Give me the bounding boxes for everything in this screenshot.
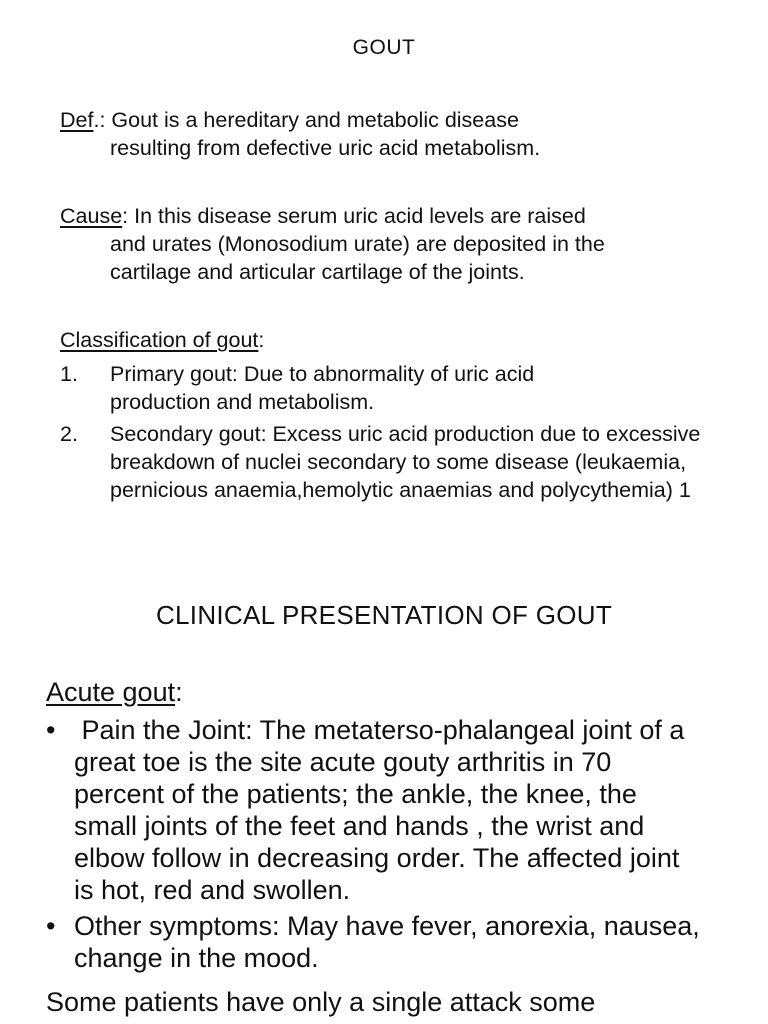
acute-gout-label: Acute gout [46,677,176,707]
classification-item-number: 2. [60,422,78,446]
classification-item-text: Primary gout: Due to abnormality of uric acid production and metabolism. [110,362,535,414]
classification-list [60,360,740,508]
cause-text: In this disease serum uric acid levels are raised [134,204,586,228]
classification-item [60,360,630,416]
classification-heading [60,326,264,354]
definition-text-continued: resulting from defective uric acid metabolism. [110,136,541,160]
definition-text: Gout is a hereditary and metabolic disease [111,108,519,132]
definition-paragraph [60,106,740,162]
slide1-title: GOUT [352,36,416,59]
cause-text-continued: and urates (Monosodium urate) are deposited in the cartilage and articular cartilage of the joints. [110,232,605,284]
classification-item-text: Secondary gout: Excess uric acid production due to excessive breakdown of nuclei secondary to some disease (leukaemia, pernicious anaemia,hemolytic anaemias and polycythemia) 1 [110,422,701,502]
cause-separator: : [122,204,135,228]
slide2-title: CLINICAL PRESENTATION OF GOUT [155,600,613,630]
classification-separator: : [258,328,265,352]
bullet-text: Pain the Joint: The metaterso-phalangeal joint of a great toe is the site acute gouty arthritis in 70 percent of the patients; the ankle, the knee, the small joints of the feet and hands , the wrist and elbow follow in decreasing order. The affected joint is hot, red and swollen. [74,715,692,905]
bullet-mark: • [46,911,56,941]
definition-separator: .: [93,108,112,132]
classification-item-number: 1. [60,362,78,386]
cause-paragraph [60,202,740,286]
bullet-mark: • [46,715,56,745]
bullet-text: Other symptoms: May have fever, anorexia, nausea, change in the mood. [74,911,700,973]
acute-gout-bullets [46,714,746,978]
bullet-item [46,910,704,974]
cause-label: Cause [60,204,123,228]
closing-text: Some patients have only a single attack some [46,987,596,1017]
classification-item [60,420,725,504]
bullet-item [46,714,704,906]
classification-label: Classification of gout [60,328,259,352]
acute-gout-heading [46,676,183,708]
definition-label: Def [60,108,94,132]
acute-gout-separator: : [175,677,183,707]
